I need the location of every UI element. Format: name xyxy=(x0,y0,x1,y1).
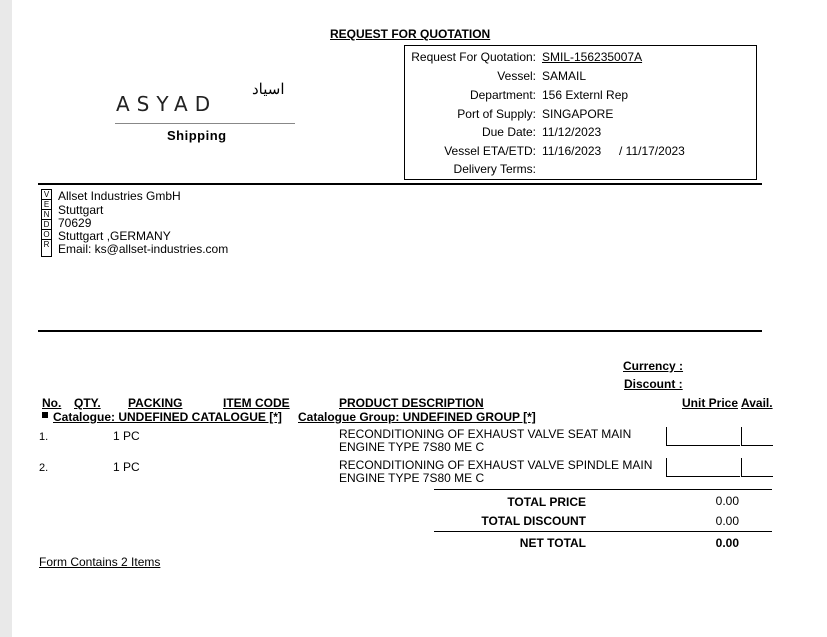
item-qty: 1 PC xyxy=(113,429,140,443)
asyad-logo xyxy=(112,78,302,148)
department-value: 156 Externl Rep xyxy=(542,88,629,102)
vessel-row xyxy=(405,69,758,85)
vendor-tag-letter: O xyxy=(43,230,50,239)
item-description-line1: RECONDITIONING OF EXHAUST VALVE SEAT MAIN xyxy=(339,427,632,441)
avail-input[interactable] xyxy=(741,458,773,477)
vendor-email: Email: ks@allset-industries.com xyxy=(58,242,229,256)
total-discount-value: 0.00 xyxy=(715,514,739,528)
item-qty: 1 PC xyxy=(113,460,140,474)
col-qty: QTY. xyxy=(74,396,101,410)
currency-label: Currency : xyxy=(623,359,684,373)
item-no: 2. xyxy=(39,462,49,474)
vendor-zip: 70629 xyxy=(58,216,92,230)
page-title: REQUEST FOR QUOTATION xyxy=(330,27,491,41)
net-total-label: NET TOTAL xyxy=(519,536,586,550)
due-date-row xyxy=(405,125,758,141)
col-item-code: ITEM CODE xyxy=(223,396,290,410)
eta-etd-row xyxy=(405,144,758,160)
vendor-name: Allset Industries GmbH xyxy=(58,189,181,203)
total-discount-label: TOTAL DISCOUNT xyxy=(481,514,586,528)
document-page xyxy=(12,0,827,637)
due-date-label: Due Date: xyxy=(481,125,536,139)
vendor-city-country: Stuttgart ,GERMANY xyxy=(58,229,171,243)
unit-price-input[interactable] xyxy=(666,427,740,446)
total-price-value: 0.00 xyxy=(715,494,739,508)
eta-value: 11/16/2023 xyxy=(542,144,602,158)
department-label: Department: xyxy=(469,88,536,102)
net-total-value: 0.00 xyxy=(715,536,739,550)
department-row xyxy=(405,88,758,104)
logo-wordmark xyxy=(112,78,302,118)
vendor-tag-letter: D xyxy=(43,220,50,229)
totals-bottom-rule xyxy=(434,531,772,532)
col-packing: PACKING xyxy=(128,396,183,410)
vendor-tag-letter: N xyxy=(43,210,50,219)
delivery-terms-row xyxy=(405,162,758,178)
rfq-label: Request For Quotation: xyxy=(411,50,536,64)
catalogue-bullet-icon xyxy=(42,412,48,418)
vendor-tag-letter: R xyxy=(43,240,50,249)
vessel-label: Vessel: xyxy=(497,69,536,83)
due-date-value: 11/12/2023 xyxy=(542,125,602,139)
vendor-tag xyxy=(41,189,52,257)
vendor-tag-letter: E xyxy=(43,200,50,209)
col-no: No. xyxy=(42,396,62,410)
item-no: 1. xyxy=(39,431,49,443)
logo-arabic-text: اسياد xyxy=(252,81,285,98)
col-unit-price: Unit Price xyxy=(682,396,739,410)
avail-input[interactable] xyxy=(741,427,773,446)
port-value: SINGAPORE xyxy=(542,107,614,121)
eta-etd-label: Vessel ETA/ETD: xyxy=(444,144,536,158)
etd-value: / 11/17/2023 xyxy=(619,144,685,158)
rfq-row xyxy=(405,50,758,66)
rfq-info-box xyxy=(404,45,757,180)
item-description-line1: RECONDITIONING OF EXHAUST VALVE SPINDLE MAIN xyxy=(339,458,653,472)
vendor-city: Stuttgart xyxy=(58,203,104,217)
total-price-label: TOTAL PRICE xyxy=(507,495,586,509)
rfq-number[interactable]: SMIL-156235007A xyxy=(542,50,643,64)
delivery-terms-label: Delivery Terms: xyxy=(453,162,536,176)
port-label: Port of Supply: xyxy=(457,107,536,121)
logo-subtitle: Shipping xyxy=(167,128,227,143)
catalogue-group: Catalogue Group: UNDEFINED GROUP [*] xyxy=(298,410,536,424)
col-product-description: PRODUCT DESCRIPTION xyxy=(339,396,484,410)
logo-divider xyxy=(115,123,295,124)
header-divider xyxy=(38,183,762,185)
vendor-divider xyxy=(38,330,762,332)
item-description-line2: ENGINE TYPE 7S80 ME C xyxy=(339,440,485,454)
item-description-line2: ENGINE TYPE 7S80 ME C xyxy=(339,471,485,485)
col-avail: Avail. xyxy=(741,396,773,410)
port-row xyxy=(405,107,758,123)
form-item-count: Form Contains 2 Items xyxy=(39,555,161,569)
svg-text:ASYAD: ASYAD xyxy=(116,92,218,116)
vendor-tag-letter: V xyxy=(43,190,50,199)
vessel-value: SAMAIL xyxy=(542,69,587,83)
discount-label: Discount : xyxy=(624,377,683,391)
unit-price-input[interactable] xyxy=(666,458,740,477)
catalogue-name: Catalogue: UNDEFINED CATALOGUE [*] xyxy=(53,410,282,424)
totals-top-rule xyxy=(434,489,772,490)
